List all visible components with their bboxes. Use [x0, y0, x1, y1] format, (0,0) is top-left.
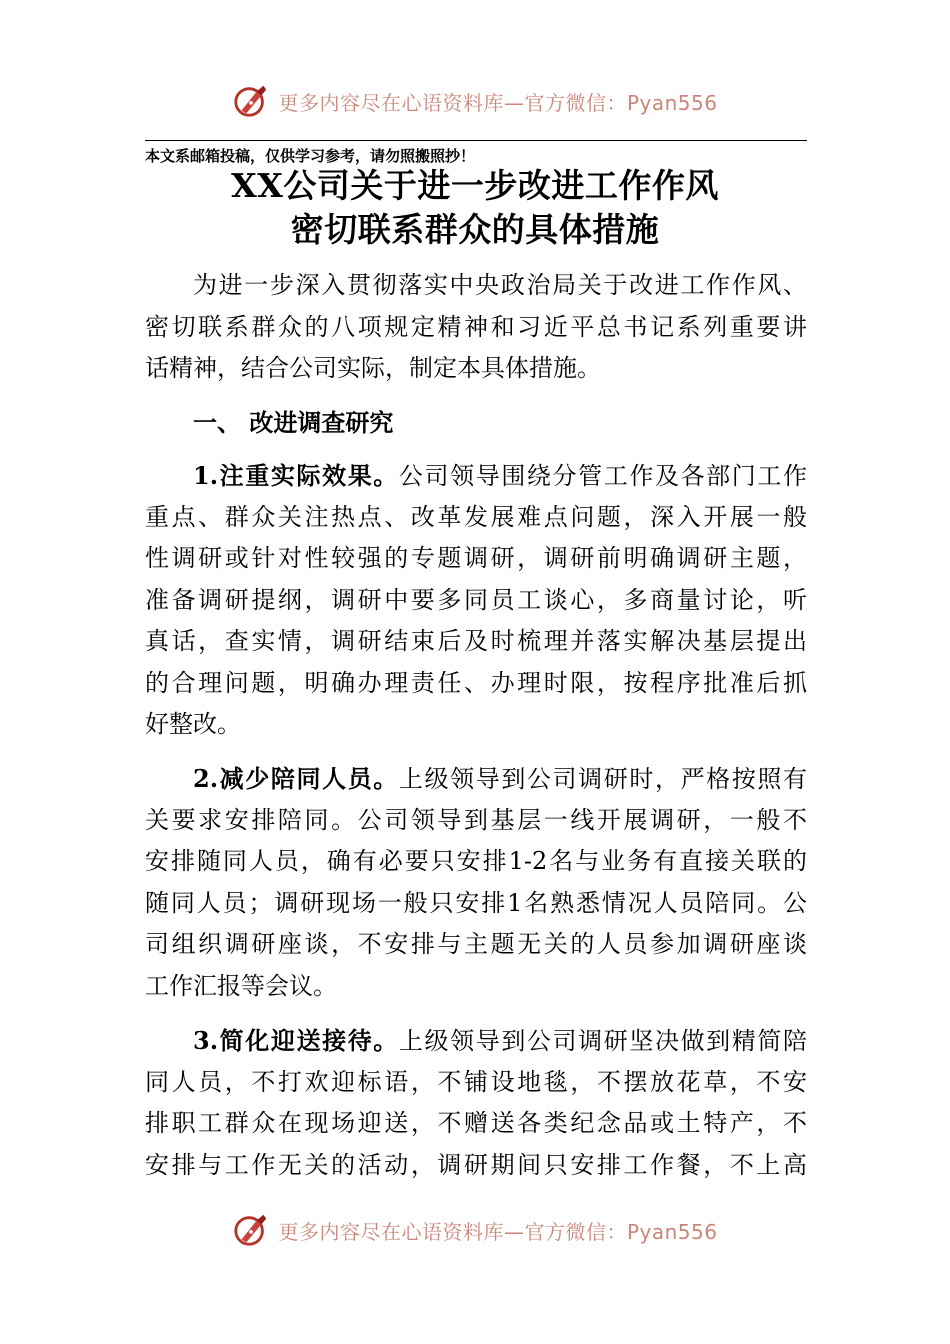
paragraph-line: [145, 455, 807, 497]
watermark-text: 更多内容尽在心语资料库—官方微信：Pyan556: [278, 90, 718, 115]
item-first-line-text: 公司领导围绕分管工作及各部门工作: [398, 462, 807, 490]
intro-paragraph: [145, 265, 807, 390]
item-1-paragraph: [145, 455, 807, 746]
document-title-line-1: XX公司关于进一步改进工作作风: [231, 166, 719, 205]
paragraph-line: 话精神，结合公司实际，制定本具体措施。: [145, 354, 601, 382]
paragraph-line: 司组织调研座谈，不安排与主题无关的人员参加调研座谈: [145, 930, 807, 958]
paragraph-line: 安排与工作无关的活动，调研期间只安排工作餐，不上高: [145, 1150, 807, 1179]
pen-nib-circle-logo-icon: [232, 82, 270, 120]
paragraph-line: 密切联系群众的八项规定精神和习近平总书记系列重要讲: [145, 312, 807, 341]
item-3-paragraph: [145, 1020, 807, 1186]
paragraph-line: 重点、群众关注热点、改革发展难点问题，深入开展一般: [145, 502, 807, 531]
paragraph-line: 为进一步深入贯彻落实中央政治局关于改进工作作风、: [193, 271, 807, 299]
paragraph-line: 真话，查实情，调研结束后及时梳理并落实解决基层提出: [145, 627, 807, 655]
watermark-text: 更多内容尽在心语资料库—官方微信：Pyan556: [278, 1219, 718, 1244]
item-lead: 3.简化迎送接待。: [193, 1026, 399, 1055]
paragraph-line: 工作汇报等会议。: [145, 971, 337, 1000]
item-2-paragraph: [145, 758, 807, 1007]
paragraph-line: 排职工群众在现场迎送，不赠送各类纪念品或土特产，不: [145, 1109, 807, 1137]
document-title-line-2: 密切联系群众的具体措施: [290, 210, 660, 249]
watermark-bottom: [0, 1208, 950, 1252]
item-first-line-text: 上级领导到公司调研时，严格按照有: [398, 765, 807, 793]
header-rule: [145, 140, 807, 141]
paragraph-line: 好整改。: [145, 710, 241, 738]
section-heading: 一、 改进调查研究: [193, 408, 394, 437]
paragraph-line: 性调研或针对性较强的专题调研，调研前明确调研主题，: [145, 544, 807, 572]
paragraph-line: 关要求安排陪同。公司领导到基层一线开展调研，一般不: [145, 805, 807, 834]
paragraph-line: [145, 758, 807, 800]
paragraph-line: 的合理问题，明确办理责任、办理时限，按程序批准后抓: [145, 668, 807, 697]
paragraph-line: 随同人员；调研现场一般只安排1名熟悉情况人员陪同。公: [145, 888, 807, 917]
submission-notice: 本文系邮箱投稿，仅供学习参考，请勿照搬照抄！: [145, 147, 476, 165]
item-first-line-text: 上级领导到公司调研坚决做到精简陪: [398, 1027, 807, 1055]
paragraph-line: 安排随同人员，确有必要只安排1-2名与业务有直接关联的: [145, 847, 807, 875]
pen-nib-circle-logo-icon: [232, 1211, 270, 1249]
paragraph-line: 准备调研提纲，调研中要多同员工谈心，多商量讨论，听: [145, 585, 807, 614]
paragraph-line: [145, 1020, 807, 1062]
paragraph-line: 同人员，不打欢迎标语，不铺设地毯，不摆放花草，不安: [145, 1067, 807, 1096]
item-lead: 1.注重实际效果。: [193, 461, 399, 490]
item-lead: 2.减少陪同人员。: [193, 764, 399, 793]
watermark-top: [0, 79, 950, 123]
